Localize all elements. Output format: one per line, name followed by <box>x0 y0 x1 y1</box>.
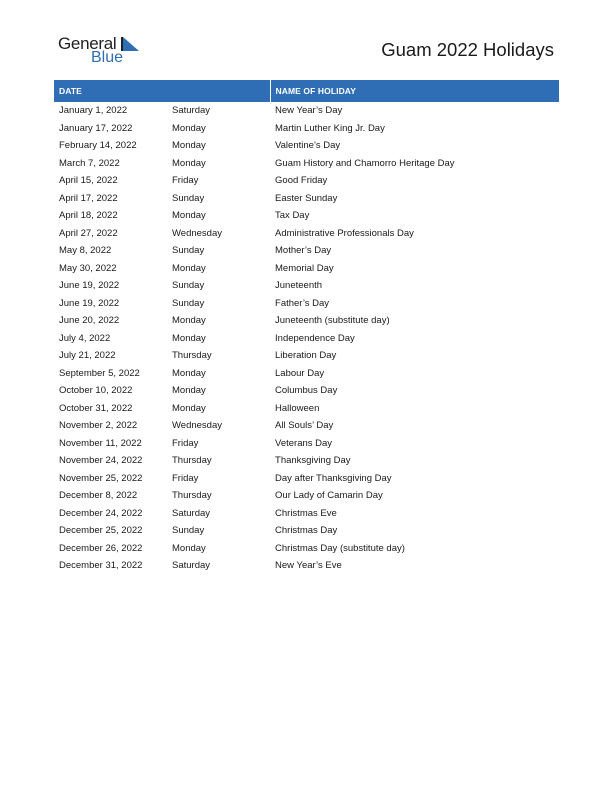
holiday-table <box>54 80 559 575</box>
holiday-name-cell: Christmas Day <box>275 525 338 537</box>
holiday-name-cell: Martin Luther King Jr. Day <box>275 122 385 134</box>
holiday-weekday-cell: Monday <box>172 367 206 379</box>
holiday-name-cell: Juneteenth <box>275 280 323 292</box>
holiday-weekday-cell: Monday <box>172 542 206 554</box>
holiday-weekday-cell: Saturday <box>172 105 211 117</box>
holiday-weekday-cell: Sunday <box>172 297 205 309</box>
holiday-name-cell: Juneteenth (substitute day) <box>275 315 390 327</box>
holiday-name-cell: Thanksgiving Day <box>275 455 351 467</box>
table-row <box>54 137 559 155</box>
table-row <box>54 452 559 470</box>
table-row <box>54 347 559 365</box>
holiday-weekday-cell: Monday <box>172 332 206 344</box>
table-row <box>54 102 559 120</box>
holiday-date-cell: April 18, 2022 <box>59 210 118 222</box>
table-row <box>54 557 559 575</box>
holiday-weekday-cell: Wednesday <box>172 227 222 239</box>
holiday-date-cell: October 31, 2022 <box>59 402 133 414</box>
holiday-date-cell: March 7, 2022 <box>59 157 120 169</box>
table-row <box>54 330 559 348</box>
column-header-holiday-name: NAME OF HOLIDAY <box>270 80 559 102</box>
table-header-row <box>54 80 559 102</box>
table-row <box>54 400 559 418</box>
holiday-name-cell: New Year’s Eve <box>275 560 342 572</box>
holiday-weekday-cell: Sunday <box>172 280 205 292</box>
holiday-name-cell: Valentine’s Day <box>275 140 341 152</box>
holiday-weekday-cell: Sunday <box>172 245 205 257</box>
table-row <box>54 365 559 383</box>
holiday-weekday-cell: Monday <box>172 315 206 327</box>
holiday-name-cell: Independence Day <box>275 332 355 344</box>
holiday-name-cell: Day after Thanksgiving Day <box>275 472 392 484</box>
holiday-weekday-cell: Saturday <box>172 507 211 519</box>
holiday-weekday-cell: Thursday <box>172 350 212 362</box>
holiday-date-cell: February 14, 2022 <box>59 140 137 152</box>
holiday-weekday-cell: Friday <box>172 175 199 187</box>
holiday-date-cell: December 26, 2022 <box>59 542 143 554</box>
holiday-date-cell: July 4, 2022 <box>59 332 111 344</box>
holiday-date-cell: December 8, 2022 <box>59 490 138 502</box>
holiday-weekday-cell: Monday <box>172 210 206 222</box>
table-row <box>54 172 559 190</box>
table-row <box>54 260 559 278</box>
holiday-date-cell: November 24, 2022 <box>59 455 143 467</box>
table-row <box>54 435 559 453</box>
holiday-name-cell: Easter Sunday <box>275 192 338 204</box>
holiday-name-cell: Christmas Day (substitute day) <box>275 542 405 554</box>
blue-triangle-flag-icon <box>121 37 139 51</box>
holiday-name-cell: Labour Day <box>275 367 325 379</box>
holiday-weekday-cell: Monday <box>172 157 206 169</box>
holiday-name-cell: Our Lady of Camarin Day <box>275 490 383 502</box>
holiday-name-cell: All Souls’ Day <box>275 420 334 432</box>
holiday-weekday-cell: Wednesday <box>172 420 222 432</box>
table-row <box>54 295 559 313</box>
holiday-date-cell: June 19, 2022 <box>59 280 120 292</box>
holiday-date-cell: May 30, 2022 <box>59 262 117 274</box>
logo-word-general: General <box>58 34 117 53</box>
holiday-date-cell: November 11, 2022 <box>59 437 142 449</box>
holiday-weekday-cell: Friday <box>172 472 199 484</box>
table-row <box>54 417 559 435</box>
holiday-name-cell: Memorial Day <box>275 262 334 274</box>
table-row <box>54 312 559 330</box>
holiday-date-cell: May 8, 2022 <box>59 245 112 257</box>
table-row <box>54 242 559 260</box>
holiday-name-cell: Mother’s Day <box>275 245 332 257</box>
holiday-weekday-cell: Monday <box>172 140 206 152</box>
holiday-date-cell: January 17, 2022 <box>59 122 133 134</box>
holiday-name-cell: Liberation Day <box>275 350 337 362</box>
holiday-date-cell: April 27, 2022 <box>59 227 118 239</box>
holiday-name-cell: Good Friday <box>275 175 328 187</box>
holiday-date-cell: December 25, 2022 <box>59 525 143 537</box>
table-row <box>54 120 559 138</box>
holiday-name-cell: New Year’s Day <box>275 105 343 117</box>
holiday-date-cell: November 2, 2022 <box>59 420 138 432</box>
holiday-name-cell: Columbus Day <box>275 385 338 397</box>
holiday-name-cell: Halloween <box>275 402 320 414</box>
table-body <box>54 102 559 575</box>
table-row <box>54 155 559 173</box>
table-row <box>54 540 559 558</box>
table-row <box>54 225 559 243</box>
holiday-name-cell: Tax Day <box>275 210 310 222</box>
holiday-weekday-cell: Thursday <box>172 455 212 467</box>
holiday-weekday-cell: Monday <box>172 122 206 134</box>
table-row <box>54 505 559 523</box>
holiday-weekday-cell: Monday <box>172 262 206 274</box>
holiday-weekday-cell: Monday <box>172 402 206 414</box>
table-row <box>54 470 559 488</box>
holiday-date-cell: September 5, 2022 <box>59 367 140 379</box>
holiday-name-cell: Veterans Day <box>275 437 333 449</box>
table-row <box>54 487 559 505</box>
holiday-date-cell: June 19, 2022 <box>59 297 120 309</box>
holiday-weekday-cell: Sunday <box>172 192 205 204</box>
holiday-name-cell: Guam History and Chamorro Heritage Day <box>275 157 455 169</box>
table-row <box>54 522 559 540</box>
holiday-weekday-cell: Monday <box>172 385 206 397</box>
holiday-weekday-cell: Friday <box>172 437 199 449</box>
holiday-weekday-cell: Saturday <box>172 560 211 572</box>
holiday-weekday-cell: Sunday <box>172 525 205 537</box>
logo-word-blue: Blue <box>91 49 124 66</box>
holiday-date-cell: April 17, 2022 <box>59 192 118 204</box>
holiday-date-cell: July 21, 2022 <box>59 350 116 362</box>
table-row <box>54 277 559 295</box>
page-title: Guam 2022 Holidays <box>381 39 554 60</box>
holiday-name-cell: Christmas Eve <box>275 507 337 519</box>
column-header-date: DATE <box>54 80 270 102</box>
generalblue-logo <box>58 34 148 68</box>
holiday-name-cell: Father’s Day <box>275 297 330 309</box>
holiday-date-cell: January 1, 2022 <box>59 105 128 117</box>
holiday-date-cell: December 31, 2022 <box>59 560 143 572</box>
holiday-name-cell: Administrative Professionals Day <box>275 227 414 239</box>
table-row <box>54 190 559 208</box>
holiday-date-cell: October 10, 2022 <box>59 385 133 397</box>
table-row <box>54 382 559 400</box>
table-row <box>54 207 559 225</box>
holiday-date-cell: November 25, 2022 <box>59 472 143 484</box>
holiday-date-cell: June 20, 2022 <box>59 315 120 327</box>
holiday-date-cell: December 24, 2022 <box>59 507 143 519</box>
holiday-weekday-cell: Thursday <box>172 490 212 502</box>
holiday-date-cell: April 15, 2022 <box>59 175 118 187</box>
